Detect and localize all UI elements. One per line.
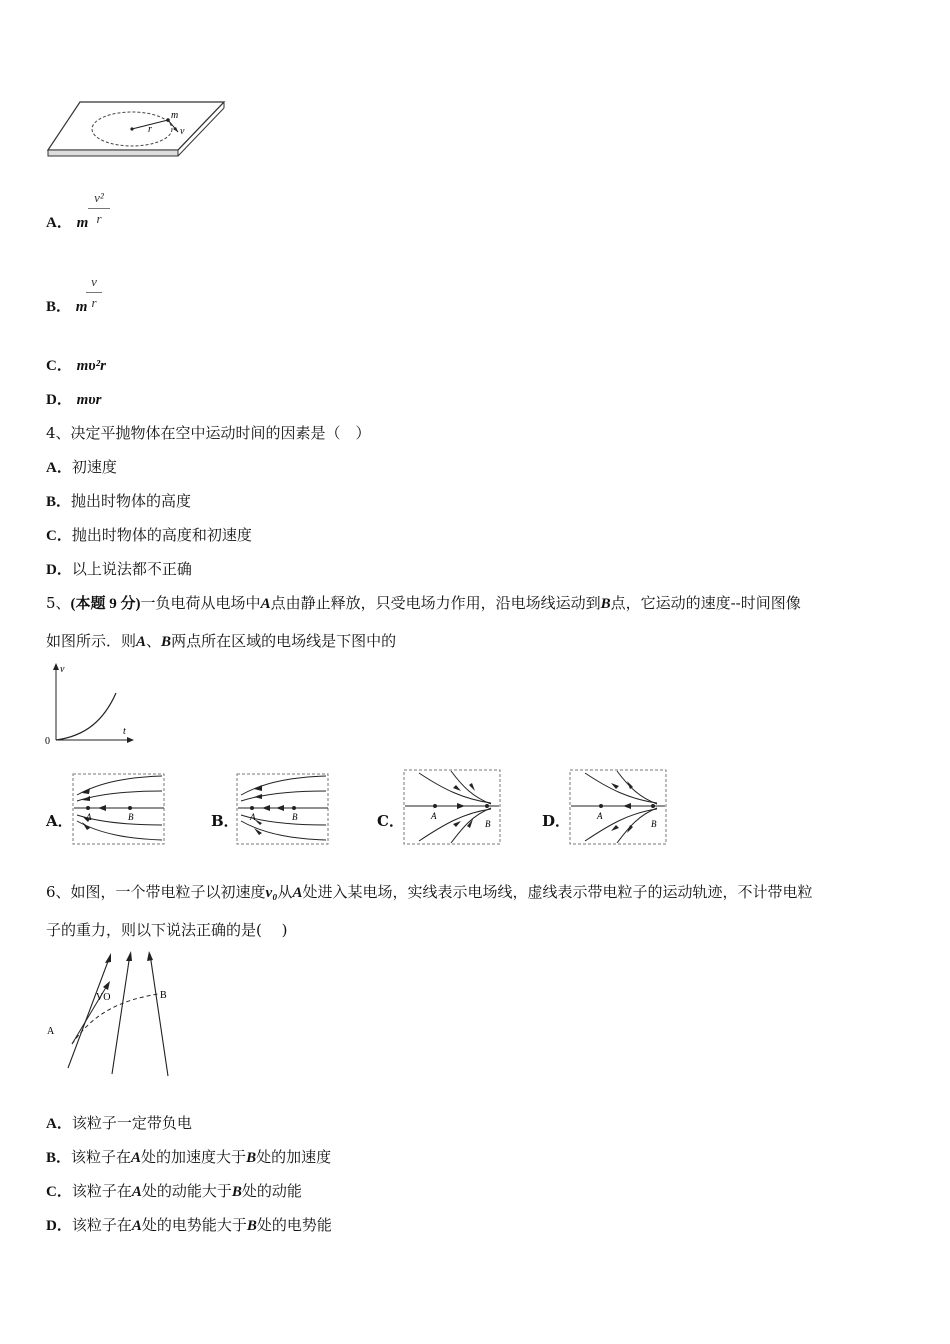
point-a: A xyxy=(131,1184,142,1200)
option-text: 该粒子在 xyxy=(71,1216,132,1234)
label-m: m xyxy=(171,110,179,121)
option-text: 该粒子一定带负电 xyxy=(71,1114,192,1132)
point-a-label: A xyxy=(250,812,256,822)
point-a-label: A xyxy=(86,812,92,822)
particle-trajectory xyxy=(72,994,158,1044)
point-b: B xyxy=(600,596,611,612)
option-label: D． xyxy=(46,562,72,578)
point-a: A xyxy=(131,1218,142,1234)
q4-option-d[interactable] xyxy=(46,559,192,580)
field-line-2 xyxy=(112,954,130,1074)
option-label: B． xyxy=(46,299,72,315)
fraction-bar xyxy=(86,292,102,293)
point-b: B xyxy=(161,634,172,650)
plate-top xyxy=(48,102,224,150)
option-text: 初速度 xyxy=(71,458,117,476)
point-a: A xyxy=(136,634,147,650)
circular-motion-figure xyxy=(44,96,234,162)
q5-choice-c-label[interactable]: C． xyxy=(377,812,404,830)
point-b-label: B xyxy=(485,819,491,829)
q6-stem-line1 xyxy=(46,882,812,903)
question-number: 5、 xyxy=(46,594,71,612)
option-text: 处的电势能 xyxy=(256,1216,332,1234)
stem-text: 一负电荷从电场中 xyxy=(140,594,261,612)
field-lines-trajectory-figure xyxy=(44,950,174,1080)
label-v: v xyxy=(180,126,185,137)
point-b-label: B xyxy=(292,812,298,822)
fraction-bar xyxy=(88,208,110,209)
q6-option-b[interactable] xyxy=(46,1147,331,1168)
q5-choice-d-label[interactable]: D． xyxy=(542,812,571,830)
v-t-curve xyxy=(56,693,116,740)
stem-text: 从 xyxy=(277,883,293,901)
stem-text: 点，它运动的速度--时间图像 xyxy=(610,594,801,612)
q4-option-a[interactable] xyxy=(46,457,117,478)
numerator: v xyxy=(91,274,97,289)
option-label: B． xyxy=(46,1150,72,1166)
q4-option-c[interactable] xyxy=(46,525,252,546)
plate-edge xyxy=(48,150,178,156)
v0-label: VO xyxy=(96,992,111,1003)
point-a: A xyxy=(292,885,303,901)
stem-text: 、 xyxy=(146,632,162,650)
q4-option-b[interactable] xyxy=(46,491,191,512)
point-b: B xyxy=(246,1150,257,1166)
q3-a-fraction xyxy=(88,190,110,227)
option-label: A． xyxy=(46,215,72,231)
option-label: A． xyxy=(46,1116,72,1132)
stem-text: 6、如图，一个带电粒子以初速度 xyxy=(46,883,266,901)
stem-text: 如图所示．则 xyxy=(46,632,137,650)
axis-label-t: t xyxy=(123,726,126,737)
stem-text: 处进入某电场，实线表示电场线，虚线表示带电粒子的运动轨迹，不计带电粒 xyxy=(302,883,813,901)
option-text: 以上说法都不正确 xyxy=(71,560,192,578)
option-text: 处的加速度 xyxy=(256,1148,332,1166)
option-label: C． xyxy=(46,358,72,374)
q5-stem-line2 xyxy=(46,631,396,652)
option-text: 处的动能 xyxy=(241,1182,302,1200)
option-text: 处的加速度大于 xyxy=(141,1148,247,1166)
point-b-label: B xyxy=(160,990,167,1001)
score-note: (本题 9 分) xyxy=(70,596,141,612)
option-label: A． xyxy=(46,460,72,476)
q6-option-c[interactable] xyxy=(46,1181,302,1202)
q6-stem-line2: 子的重力，则以下说法正确的是( ) xyxy=(46,921,288,939)
initial-velocity-symbol: v₀ xyxy=(265,885,278,901)
q3-option-a[interactable] xyxy=(46,212,88,233)
stem-text: 点由静止释放，只受电场力作用，沿电场线运动到 xyxy=(270,594,601,612)
option-label: B． xyxy=(46,494,72,510)
option-label: C． xyxy=(46,1184,72,1200)
q6-option-d[interactable] xyxy=(46,1215,332,1236)
point-a: A xyxy=(131,1150,142,1166)
q3-option-c[interactable] xyxy=(46,355,106,376)
axis-label-v: v xyxy=(60,664,65,675)
origin-label: 0 xyxy=(45,736,50,747)
point-b-label: B xyxy=(128,812,134,822)
q3-option-d[interactable] xyxy=(46,389,101,410)
denominator: r xyxy=(96,211,102,226)
point-b: B xyxy=(246,1218,257,1234)
q3-b-fraction xyxy=(86,274,102,311)
option-text: 抛出时物体的高度和初速度 xyxy=(71,526,252,544)
option-text: 处的电势能大于 xyxy=(141,1216,247,1234)
option-label: D． xyxy=(46,1218,72,1234)
q6-option-a[interactable] xyxy=(46,1113,192,1134)
point-b: B xyxy=(231,1184,242,1200)
label-r: r xyxy=(148,124,152,135)
option-text: 抛出时物体的高度 xyxy=(71,492,192,510)
stem-text: 两点所在区域的电场线是下图中的 xyxy=(171,632,397,650)
denominator: r xyxy=(91,295,97,310)
point-a-label: A xyxy=(47,1026,55,1037)
option-text: mυr xyxy=(76,392,102,408)
q5-choice-a-label[interactable]: A． xyxy=(46,812,73,830)
point-a-label: A xyxy=(597,811,603,821)
q4-stem: 4、决定平抛物体在空中运动时间的因素是（ ） xyxy=(46,424,371,442)
q5-choice-b-field[interactable] xyxy=(236,773,330,847)
field-line-3 xyxy=(150,954,168,1076)
velocity-time-graph xyxy=(38,660,138,750)
field-line-1 xyxy=(68,956,110,1068)
q5-choice-d-field[interactable] xyxy=(569,769,669,847)
q5-choice-c-field[interactable] xyxy=(403,769,503,847)
q5-choice-b-label[interactable]: B． xyxy=(211,812,239,830)
q5-choice-a-field[interactable] xyxy=(72,773,166,847)
option-text: 该粒子在 xyxy=(71,1182,132,1200)
option-label: C． xyxy=(46,528,72,544)
option-text: mυ²r xyxy=(76,358,106,374)
numerator: v² xyxy=(94,190,104,205)
q5-stem-line1 xyxy=(46,593,801,614)
option-label: D． xyxy=(46,392,72,408)
point-a: A xyxy=(260,596,271,612)
q3-option-b[interactable] xyxy=(46,296,87,317)
option-text: 处的动能大于 xyxy=(141,1182,232,1200)
point-a-label: A xyxy=(431,811,437,821)
point-b-label: B xyxy=(651,819,657,829)
option-text: 该粒子在 xyxy=(71,1148,132,1166)
formula-coef: m xyxy=(75,299,88,315)
formula-coef: m xyxy=(76,215,89,231)
